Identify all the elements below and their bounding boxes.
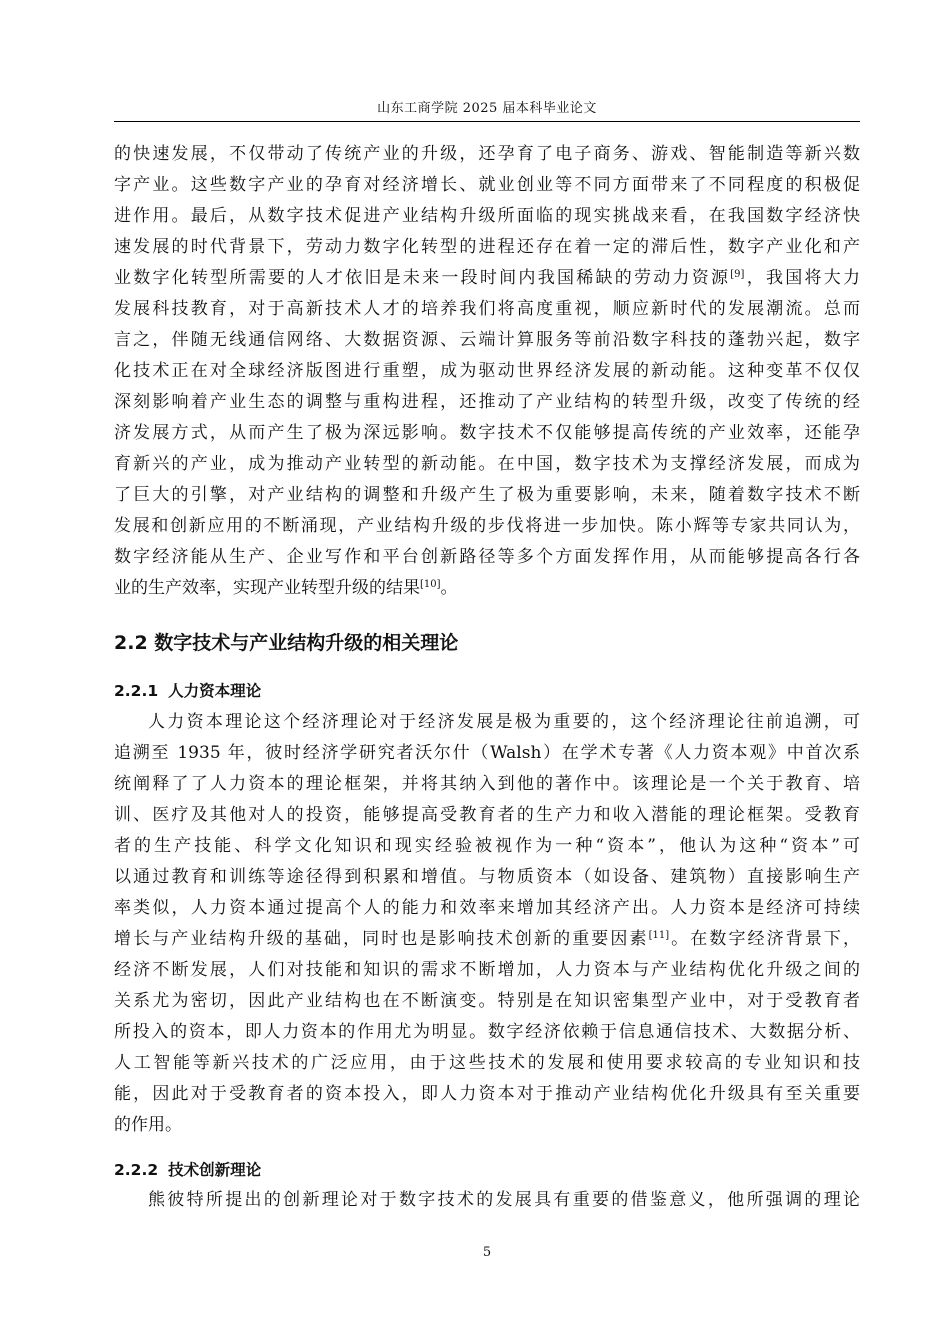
- text-line-with-citation: [114, 574, 860, 602]
- section-heading-2-2: 2.2 数字技术与产业结构升级的相关理论: [114, 632, 459, 654]
- text-line: 进作用。最后，从数字技术促进产业结构升级所面临的现实挑战来看，在我国数字经济快: [114, 206, 860, 226]
- text-line: 的快速发展，不仅带动了传统产业的升级，还孕育了电子商务、游戏、智能制造等新兴数: [114, 144, 860, 164]
- text-segment: 业的生产效率，实现产业转型升级的结果: [114, 578, 420, 598]
- text-line: 追溯至 1935 年，彼时经济学研究者沃尔什（Walsh）在学术专著《人力资本观》中首次系: [114, 743, 860, 763]
- text-line-with-citation: [114, 925, 860, 953]
- subsection-heading-2-2-2: [114, 1157, 261, 1183]
- subsection-heading-2-2-1: [114, 678, 261, 704]
- subsection-title: 技术创新理论: [168, 1161, 262, 1179]
- text-segment: 增长与产业结构升级的基础，同时也是影响技术创新的重要因素: [114, 929, 649, 949]
- text-line: 发展科技教育，对于高新技术人才的培养我们将高度重视，顺应新时代的发展潮流。总而: [114, 299, 860, 319]
- text-line: 言之，伴随无线通信网络、大数据资源、云端计算服务等前沿数字科技的蓬勃兴起，数字: [114, 330, 860, 350]
- running-header: 山东工商学院 2025 届本科毕业论文: [377, 101, 597, 116]
- text-segment: 业数字化转型所需要的人才依旧是未来一段时间内我国稀缺的劳动力资源: [114, 268, 731, 288]
- text-line: 济发展方式，从而产生了极为深远影响。数字技术不仅能够提高传统的产业效率，还能孕: [114, 423, 860, 443]
- text-line: 所投入的资本，即人力资本的作用尤为明显。数字经济依赖于信息通信技术、大数据分析、: [114, 1022, 860, 1042]
- citation-ref-10: [10]: [420, 579, 441, 590]
- page-number: 5: [482, 1245, 492, 1260]
- text-line: 化技术正在对全球经济版图进行重塑，成为驱动世界经济发展的新动能。这种变革不仅仅: [114, 361, 860, 381]
- text-line: 率类似，人力资本通过提高个人的能力和效率来增加其经济产出。人力资本是经济可持续: [114, 898, 860, 918]
- text-line: 发展和创新应用的不断涌现，产业结构升级的步伐将进一步加快。陈小辉等专家共同认为，: [114, 516, 860, 536]
- text-line-with-citation: [114, 264, 860, 292]
- text-line: 者的生产技能、科学文化知识和现实经验被视作为一种“资本”，他认为这种“资本”可: [114, 836, 860, 856]
- text-line: 字产业。这些数字产业的孕育对经济增长、就业创业等不同方面带来了不同程度的积极促: [114, 175, 860, 195]
- text-line: 数字经济能从生产、企业写作和平台创新路径等多个方面发挥作用，从而能够提高各行各: [114, 547, 860, 567]
- text-line: 训、医疗及其他对人的投资，能够提高受教育者的生产力和收入潜能的理论框架。受教育: [114, 805, 860, 825]
- text-line: 人工智能等新兴技术的广泛应用，由于这些技术的发展和使用要求较高的专业知识和技: [114, 1053, 860, 1073]
- header-divider: [114, 121, 860, 122]
- text-line: 以通过教育和训练等途径得到积累和增值。与物质资本（如设备、建筑物）直接影响生产: [114, 867, 860, 887]
- text-line: 经济不断发展，人们对技能和知识的需求不断增加，人力资本与产业结构优化升级之间的: [114, 960, 860, 980]
- text-line: 能，因此对于受教育者的资本投入，即人力资本对于推动产业结构优化升级具有至关重要: [114, 1084, 860, 1104]
- text-segment: 。: [440, 578, 458, 598]
- text-line: 了巨大的引擎，对产业结构的调整和升级产生了极为重要影响，未来，随着数字技术不断: [114, 485, 860, 505]
- subsection-number: 2.2.2: [114, 1161, 159, 1179]
- text-line: 速发展的时代背景下，劳动力数字化转型的进程还存在着一定的滞后性，数字产业化和产: [114, 237, 860, 257]
- citation-ref-11: [11]: [648, 930, 670, 941]
- text-line: 统阐释了了人力资本的理论框架，并将其纳入到他的著作中。该理论是一个关于教育、培: [114, 774, 860, 794]
- text-line: 深刻影响着产业生态的调整与重构进程，还推动了产业结构的转型升级，改变了传统的经: [114, 392, 860, 412]
- citation-ref-9: [9]: [730, 269, 745, 280]
- text-line: 熊彼特所提出的创新理论对于数字技术的发展具有重要的借鉴意义，他所强调的理论: [148, 1190, 860, 1210]
- text-segment: 。在数字经济背景下，: [669, 929, 860, 949]
- text-segment: ，我国将大力: [744, 268, 860, 288]
- text-line: 关系尤为密切，因此产业结构也在不断演变。特别是在知识密集型产业中，对于受教育者: [114, 991, 860, 1011]
- subsection-title: 人力资本理论: [168, 682, 262, 700]
- text-line: 的作用。: [114, 1115, 182, 1135]
- text-line: 育新兴的产业，成为推动产业转型的新动能。在中国，数字技术为支撑经济发展，而成为: [114, 454, 860, 474]
- text-line: 人力资本理论这个经济理论对于经济发展是极为重要的，这个经济理论往前追溯，可: [148, 712, 860, 732]
- subsection-number: 2.2.1: [114, 682, 159, 700]
